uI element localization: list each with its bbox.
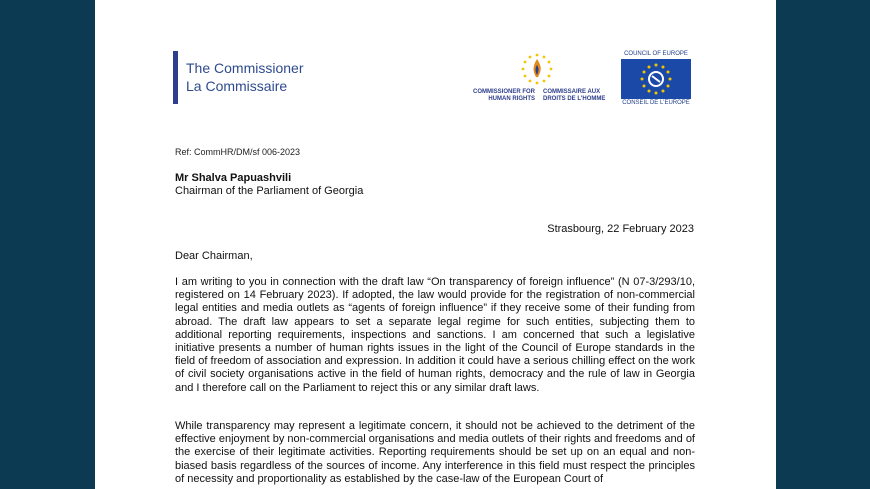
coe-flag-icon [621,59,691,99]
place-date: Strasbourg, 22 February 2023 [547,223,694,235]
flame-emblem-icon [517,51,557,91]
council-of-europe-logo [621,51,691,109]
body-paragraph-2: While transparency may represent a legitimate concern, it should not be achieved to the detriment of the effective enjoyment by non-commercial organisations and media outlets of their rights and freedoms and of the exercise of their legitimate activities. Reporting requirements should be set up on an equal and non-biased basis regardless of the sources of income. Any interference in this field must respect the principles of necessity and proportionality as established by the case-law of the European Court of [175,420,695,485]
recipient-name: Mr Shalva Papuashvili [175,172,292,184]
salutation: Dear Chairman, [175,250,253,262]
header-accent-bar [173,51,178,104]
body-paragraph-1: I am writing to you in connection with the draft law “On transparency of foreign influence” (N 07-3/293/10, registered on 14 February 2023). If adopted, the law would provide for the registration of non-commercial legal entities and media outlets as “agents of foreign influence” if they receive some of their funding from abroad. The draft law appears to set a separate legal regime for such entities, subjecting them to additional reporting requirements, inspections and sanctions. I am concerned that such a legislative initiative presents a number of human rights issues in the light of the Council of Europe standards in the field of freedom of association and expression. In addition it could have a serious chilling effect on the work of civil society organisations active in the field of human rights, democracy and the rule of law in Georgia and I therefore call on the Parliament to reject this or any similar draft laws. [175,276,695,394]
chr-label-en: COMMISSIONER FOR HUMAN RIGHTS [473,89,536,102]
commissioner-logo [473,51,605,109]
recipient-position: Chairman of the Parliament of Georgia [175,185,364,197]
commissioner-title-fr: La Commissaire [186,78,288,94]
coe-label-en: COUNCIL OF EUROPE [624,51,688,57]
chr-label-fr: COMMISSAIRE AUX DROITS DE L'HOMME [543,89,606,102]
commissioner-title-en: The Commissioner [186,60,304,76]
reference-number: Ref: CommHR/DM/sf 006-2023 [175,147,301,157]
letter-page [95,0,776,489]
coe-label-fr: CONSEIL DE L'EUROPE [622,100,690,106]
